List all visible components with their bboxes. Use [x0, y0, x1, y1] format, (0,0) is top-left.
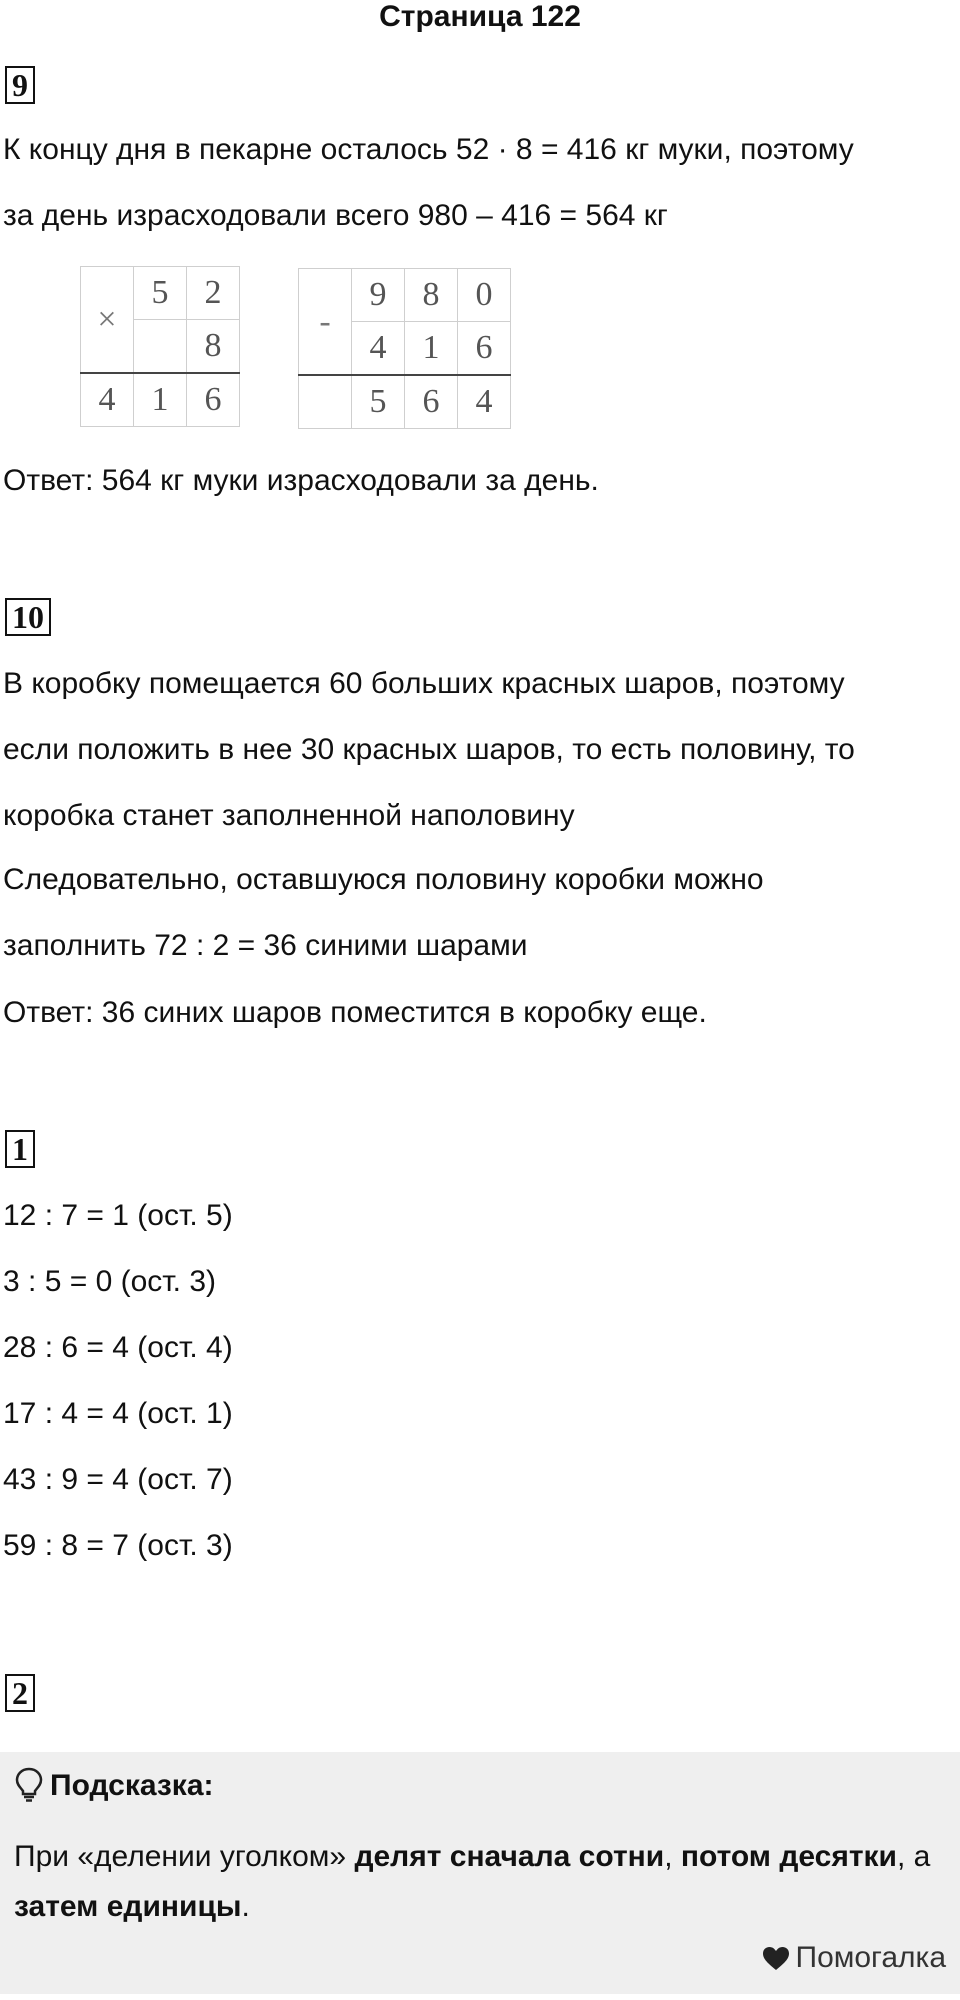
hint-bold-tens: потом десятки — [680, 1840, 897, 1873]
page-title: Страница 122 — [379, 0, 581, 33]
task-number-10: 10 — [5, 598, 51, 636]
hint-text-part: , — [664, 1840, 681, 1873]
hint-header — [14, 1766, 214, 1804]
hint-title: Подсказка: — [50, 1769, 214, 1802]
brand-label — [762, 1940, 947, 1976]
task1-line-4: 17 : 4 = 4 (ост. 1) — [3, 1397, 233, 1430]
heart-icon — [762, 1946, 790, 1972]
task10-line-5: заполнить 72 : 2 = 36 синими шарами — [3, 929, 528, 962]
minus-sign: - — [299, 269, 352, 376]
calc-cell: 1 — [134, 373, 187, 427]
hint-box — [0, 1752, 960, 1994]
calc-cell: 5 — [352, 375, 405, 429]
hint-text-part: При «делении уголком» — [14, 1840, 355, 1873]
task-number-2: 2 — [5, 1674, 35, 1712]
calc-cell — [134, 320, 187, 374]
subtraction-table — [298, 268, 511, 429]
task9-line-1: К концу дня в пекарне осталось 52 · 8 = 416 кг муки, поэтому — [3, 133, 854, 166]
hint-text-part: , а — [897, 1840, 931, 1873]
multiplication-table — [80, 266, 240, 427]
task10-answer: Ответ: 36 синих шаров поместится в коробку еще. — [3, 996, 707, 1029]
calc-cell: 0 — [458, 269, 511, 322]
calc-cell: 8 — [405, 269, 458, 322]
task-number-1: 1 — [5, 1130, 35, 1168]
calc-cell: 8 — [187, 320, 240, 374]
task1-line-3: 28 : 6 = 4 (ост. 4) — [3, 1331, 233, 1364]
calc-cell — [299, 375, 352, 429]
calc-cell: 5 — [134, 267, 187, 320]
calc-cell: 6 — [187, 373, 240, 427]
hint-bold-units: затем единицы — [14, 1890, 242, 1923]
task9-line-2: за день израсходовали всего 980 – 416 = 564 кг — [3, 199, 668, 232]
hint-text — [14, 1832, 934, 1932]
task1-line-1: 12 : 7 = 1 (ост. 5) — [3, 1199, 233, 1232]
calc-cell: 4 — [81, 373, 134, 427]
task10-line-2: если положить в нее 30 красных шаров, то есть половину, то — [3, 733, 855, 766]
lightbulb-icon — [14, 1766, 44, 1802]
task9-answer: Ответ: 564 кг муки израсходовали за день. — [3, 464, 599, 497]
task10-line-3: коробка станет заполненной наполовину — [3, 799, 575, 832]
hint-bold-hundreds: делят сначала сотни — [354, 1840, 665, 1873]
calc-cell: 9 — [352, 269, 405, 322]
calc-cell: 2 — [187, 267, 240, 320]
task-number-9: 9 — [5, 66, 35, 104]
brand-name: Помогалка — [795, 1941, 946, 1974]
calc-cell: 6 — [405, 375, 458, 429]
task10-line-1: В коробку помещается 60 больших красных шаров, поэтому — [3, 667, 845, 700]
calc-cell: 4 — [352, 322, 405, 376]
calc-cell: 6 — [458, 322, 511, 376]
task1-line-6: 59 : 8 = 7 (ост. 3) — [3, 1529, 233, 1562]
task10-line-4: Следовательно, оставшуюся половину коробки можно — [3, 863, 764, 896]
calc-cell: 4 — [458, 375, 511, 429]
hint-text-part: . — [241, 1890, 250, 1923]
calc-cell: 1 — [405, 322, 458, 376]
task1-line-5: 43 : 9 = 4 (ост. 7) — [3, 1463, 233, 1496]
multiply-sign: × — [81, 267, 134, 374]
task1-line-2: 3 : 5 = 0 (ост. 3) — [3, 1265, 217, 1298]
